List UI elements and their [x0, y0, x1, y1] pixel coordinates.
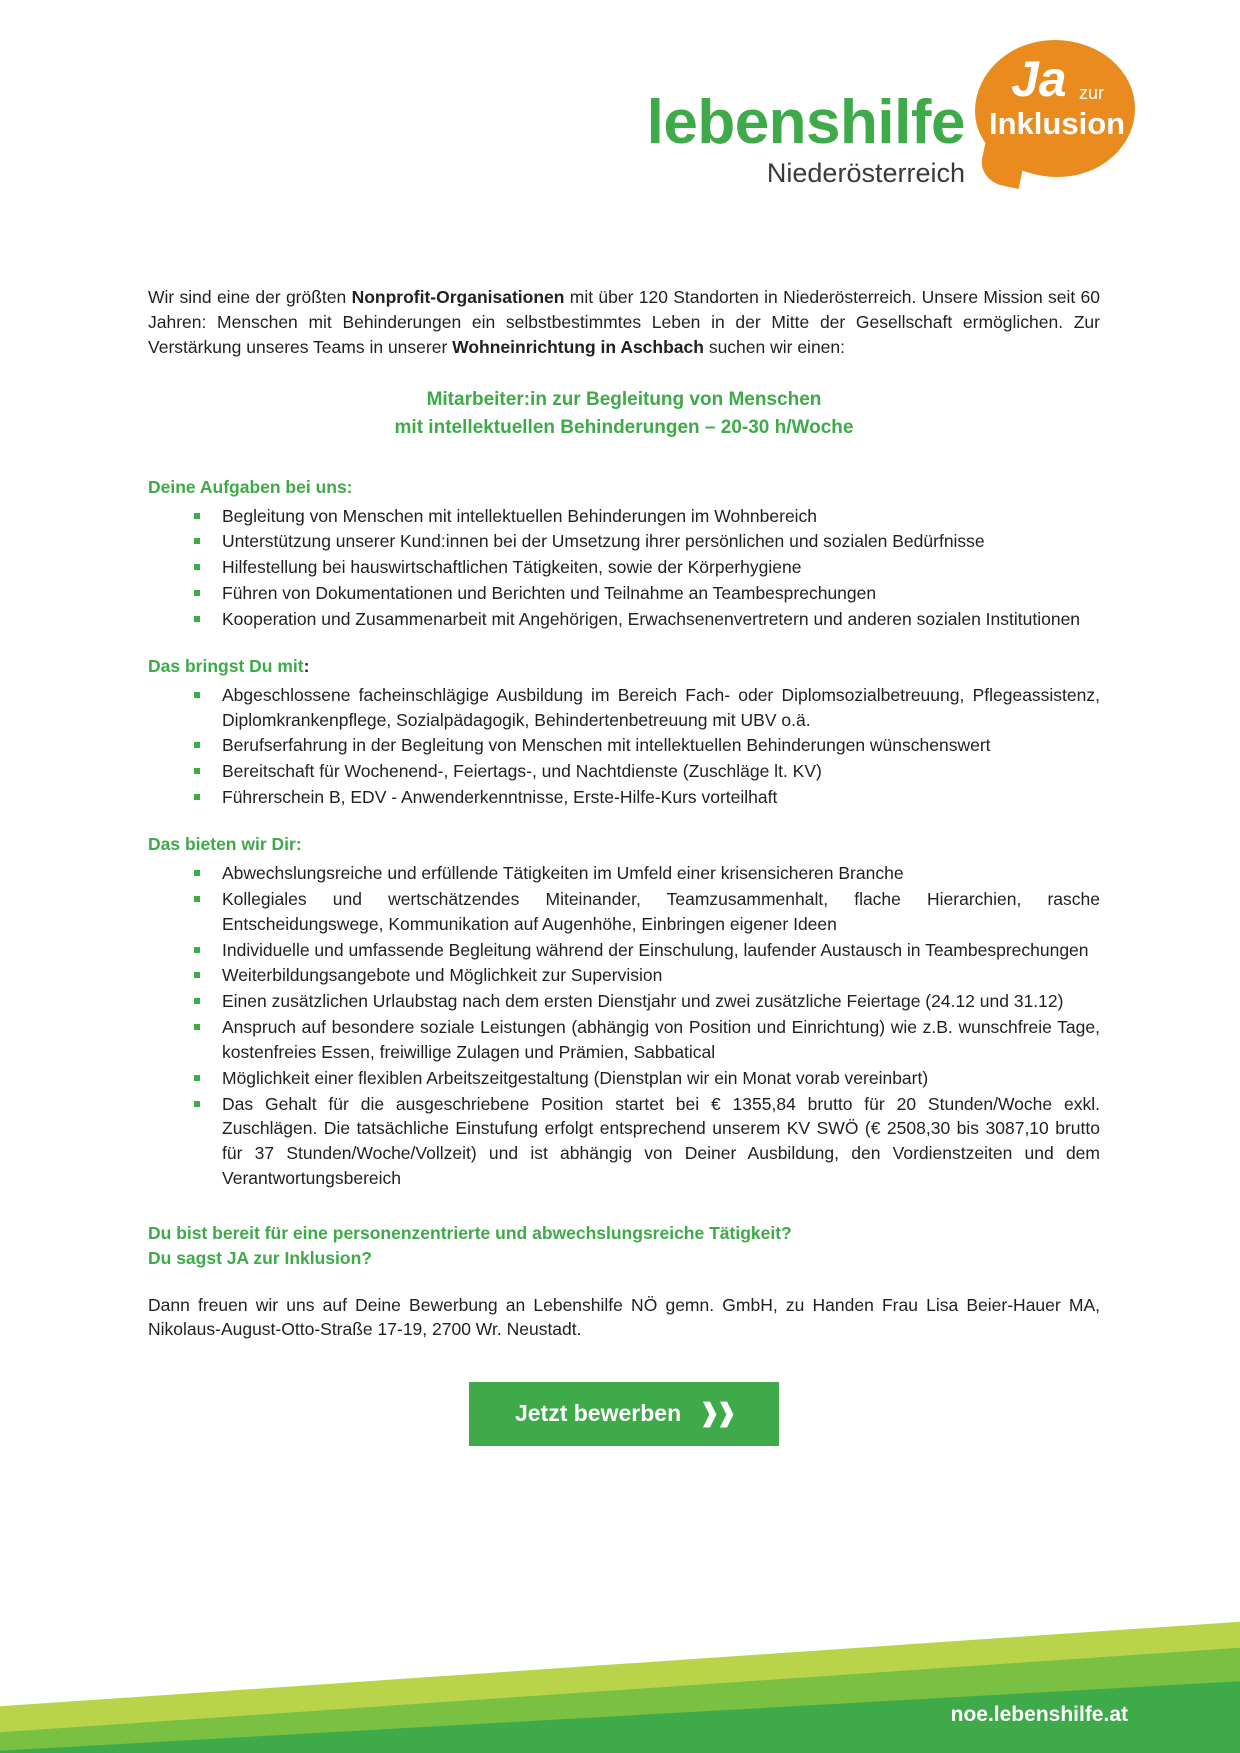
- list-item: Führen von Dokumentationen und Berichten und Teilnahme an Teambesprechungen: [210, 581, 1100, 606]
- footer-website-url[interactable]: noe.lebenshilfe.at: [950, 1703, 1128, 1726]
- badge-zur-text: zur: [1079, 83, 1105, 103]
- section-heading-bieten-wir: [148, 834, 1100, 855]
- apply-button-label: Jetzt bewerben: [514, 1399, 682, 1426]
- list-item: Abgeschlossene facheinschlägige Ausbildung im Bereich Fach- oder Diplomsozialbetreuung, Pflegeassistenz, Diplomkrankenpflege, Sozialpädagogik, Behindertenbetreuung mit UBV o.ä.: [210, 683, 1100, 733]
- list-item: Führerschein B, EDV - Anwenderkenntnisse, Erste-Hilfe-Kurs vorteilhaft: [210, 785, 1100, 810]
- list-item: Möglichkeit einer flexiblen Arbeitszeitgestaltung (Dienstplan wir ein Monat vorab vereinbart): [210, 1066, 1100, 1091]
- intro-part3: suchen wir einen:: [703, 336, 846, 357]
- logo-wordmark: lebenshilfe: [646, 88, 965, 157]
- list-item: Einen zusätzlichen Urlaubstag nach dem ersten Dienstjahr und zwei zusätzliche Feiertage (24.12 und 31.12): [210, 989, 1100, 1014]
- section-heading-text: Deine Aufgaben bei uns:: [148, 476, 353, 497]
- application-address-paragraph: Dann freuen wir uns auf Deine Bewerbung an Lebenshilfe NÖ gemn. GmbH, zu Handen Frau Lisa Beier-Hauer MA, Nikolaus-August-Otto-Straße 17-19, 2700 Wr. Neustadt.: [148, 1294, 1100, 1340]
- apply-button[interactable]: [469, 1382, 779, 1446]
- cta-container: [148, 1382, 1100, 1446]
- section-heading-suffix: :: [303, 655, 310, 676]
- closing-questions: [148, 1221, 1100, 1271]
- document-header: [0, 0, 1240, 225]
- list-item: Das Gehalt für die ausgeschriebene Position startet bei € 1355,84 brutto für 20 Stunden/Woche exkl. Zuschlägen. Die tatsächliche Einstufung erfolgt entsprechend unserem KV SWÖ (€ 2508,30 bis 3087,10 brutto für 37 Stunden/Woche/Vollzeit) und ist abhängig von Deiner Ausbildung, den Vordienstzeiten und dem Verantwortungsbereich: [210, 1092, 1100, 1191]
- list-item: Weiterbildungsangebote und Möglichkeit zur Supervision: [210, 963, 1100, 988]
- badge-ja-text: Ja: [1011, 51, 1067, 107]
- logo-region-label: Niederösterreich: [766, 158, 965, 188]
- section-heading-aufgaben: [148, 477, 1100, 498]
- list-item: Anspruch auf besondere soziale Leistungen (abhängig von Position und Einrichtung) wie z.B. wunschfreie Tage, kostenfreies Essen, freiwillige Zulagen und Prämien, Sabbatical: [210, 1015, 1100, 1065]
- list-item: Hilfestellung bei hauswirtschaftlichen Tätigkeiten, sowie der Körperhygiene: [210, 555, 1100, 580]
- ja-zur-inklusion-badge: [975, 40, 1135, 177]
- job-posting-body: [148, 285, 1100, 1446]
- job-title-line2: mit intellektuellen Behinderungen – 20-30 h/Woche: [394, 417, 854, 439]
- double-chevron-right-icon: ❱❱: [699, 1399, 734, 1428]
- page-title: [148, 386, 1100, 443]
- list-item: Individuelle und umfassende Begleitung während der Einschulung, laufender Austausch in Teambesprechungen: [210, 938, 1100, 963]
- list-aufgaben: [148, 504, 1100, 632]
- intro-bold-nonprofit: Nonprofit-Organisationen: [351, 287, 565, 307]
- list-item: Bereitschaft für Wochenend-, Feiertags-, und Nachtdienste (Zuschläge lt. KV): [210, 759, 1100, 784]
- list-benefits: [148, 861, 1100, 1191]
- list-anforderungen: [148, 683, 1100, 810]
- list-item: Begleitung von Menschen mit intellektuellen Behinderungen im Wohnbereich: [210, 504, 1100, 529]
- list-item: Kooperation und Zusammenarbeit mit Angehörigen, Erwachsenenvertretern und anderen sozialen Institutionen: [210, 607, 1100, 632]
- document-footer: [0, 1583, 1240, 1753]
- list-item: Unterstützung unserer Kund:innen bei der Umsetzung ihrer persönlichen und sozialen Bedürfnisse: [210, 529, 1100, 554]
- badge-inklusion-text: Inklusion: [989, 106, 1126, 141]
- closing-question-line1: Du bist bereit für eine personenzentrierte und abwechslungsreiche Tätigkeit?: [148, 1222, 792, 1243]
- list-item: Berufserfahrung in der Begleitung von Menschen mit intellektuellen Behinderungen wünschenswert: [210, 733, 1100, 758]
- footer-wave-band: [0, 1583, 1240, 1753]
- intro-part2: mit über 120 Standorten in Niederösterreich. Unsere Mission seit 60 Jahren: Menschen mit Behinderungen ein selbstbestimmtes Leben in der Mitte der Gesellschaft ermöglichen. Zur Verstärkung unseres Teams in unserer: [148, 287, 1100, 357]
- section-heading-bringst-du-mit: [148, 656, 1100, 677]
- logo-text-block: [647, 30, 965, 187]
- lebenshilfe-logo: [647, 30, 1135, 187]
- intro-part1: Wir sind eine der größten: [148, 287, 352, 307]
- section-heading-text: Das bringst Du mit: [148, 655, 304, 676]
- section-heading-text: Das bieten wir Dir:: [148, 833, 302, 854]
- intro-paragraph: [148, 285, 1100, 360]
- intro-bold-location: Wohneinrichtung in Aschbach: [452, 336, 704, 357]
- job-title-line1: Mitarbeiter:in zur Begleitung von Menschen: [426, 388, 822, 410]
- closing-question-line2: Du sagst JA zur Inklusion?: [148, 1247, 372, 1268]
- list-item: Kollegiales und wertschätzendes Miteinander, Teamzusammenhalt, flache Hierarchien, rasche Entscheidungswege, Kommunikation auf Augenhöhe, Einbringen eigener Ideen: [210, 887, 1100, 937]
- list-item: Abwechslungsreiche und erfüllende Tätigkeiten im Umfeld einer krisensicheren Branche: [210, 861, 1100, 886]
